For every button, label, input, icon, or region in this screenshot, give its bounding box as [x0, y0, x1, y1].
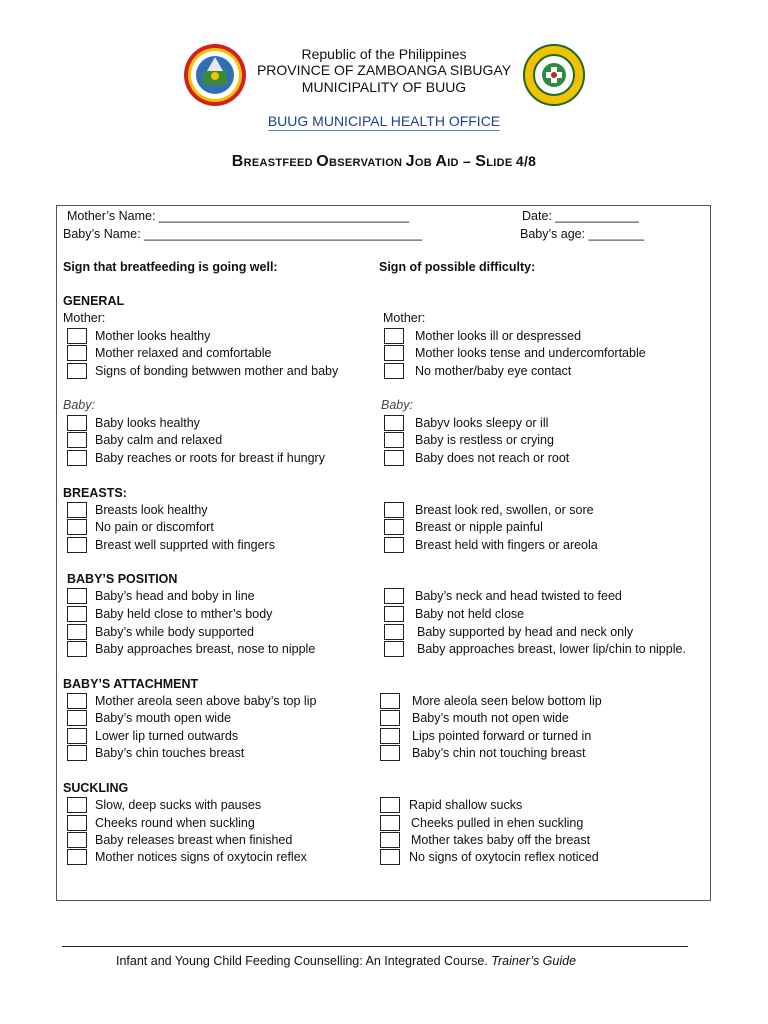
left-item-label: Baby reaches or roots for breast if hungry [95, 451, 325, 465]
left-item-label: Baby looks healthy [95, 416, 200, 430]
left-checkbox[interactable] [67, 815, 87, 831]
left-checkbox[interactable] [67, 328, 87, 344]
left-checkbox[interactable] [67, 728, 87, 744]
difficulty-heading: Sign of possible difficulty: [379, 260, 536, 274]
right-item-label: Breast look red, swollen, or sore [415, 503, 594, 517]
section-position: BABY’S POSITION [67, 572, 178, 586]
right-item-label: No signs of oxytocin reflex noticed [409, 850, 599, 864]
right-item-label: Baby supported by head and neck only [417, 625, 634, 639]
left-item-label: Mother relaxed and comfortable [95, 346, 272, 360]
left-checkbox[interactable] [67, 519, 87, 535]
date-field[interactable]: Date: ____________ [522, 209, 639, 223]
page-title: BREASTFEED OBSERVATION JOB AID – SLIDE 4/8 [231, 153, 537, 170]
right-item-label: Baby not held close [415, 607, 525, 621]
right-checkbox[interactable] [384, 450, 404, 466]
left-checkbox[interactable] [67, 606, 87, 622]
right-checkbox[interactable] [380, 832, 400, 848]
left-checkbox[interactable] [67, 710, 87, 726]
left-item-label: Baby held close to mther’s body [95, 607, 273, 621]
left-item-label: Breasts look healthy [95, 503, 208, 517]
left-checkbox[interactable] [67, 588, 87, 604]
left-checkbox[interactable] [67, 849, 87, 865]
right-item-label: Baby is restless or crying [415, 433, 554, 447]
right-checkbox[interactable] [384, 624, 404, 640]
left-item-label: Baby approaches breast, nose to nipple [95, 642, 316, 656]
right-item-label: Baby does not reach or root [415, 451, 570, 465]
right-checkbox[interactable] [384, 606, 404, 622]
right-checkbox[interactable] [384, 328, 404, 344]
header-municipality: MUNICIPALITY OF BUUG [301, 79, 467, 95]
right-item-label: Baby’s neck and head twisted to feed [415, 589, 622, 603]
right-checkbox[interactable] [384, 363, 404, 379]
right-checkbox[interactable] [384, 345, 404, 361]
right-item-label: Mother looks ill or despressed [415, 329, 582, 343]
right-item-label: Lips pointed forward or turned in [412, 729, 592, 743]
header-country: Republic of the Philippines [301, 46, 467, 62]
right-checkbox[interactable] [380, 849, 400, 865]
left-checkbox[interactable] [67, 363, 87, 379]
right-item-label: Babyv looks sleepy or ill [415, 416, 549, 430]
section-attachment: BABY’S ATTACHMENT [63, 677, 199, 691]
left-checkbox[interactable] [67, 345, 87, 361]
left-item-label: Baby’s while body supported [95, 625, 254, 639]
footer-rule [62, 946, 688, 947]
right-checkbox[interactable] [384, 519, 404, 535]
left-item-label: Mother looks healthy [95, 329, 211, 343]
left-item-label: Baby calm and relaxed [95, 433, 223, 447]
left-checkbox[interactable] [67, 641, 87, 657]
mothers-name-field[interactable]: Mother’s Name: ____________________________________ [67, 209, 410, 223]
left-item-label: Signs of bonding betwwen mother and baby [95, 364, 339, 378]
right-checkbox[interactable] [384, 588, 404, 604]
right-item-label: Mother looks tense and undercomfortable [415, 346, 646, 360]
right-item-label: Cheeks pulled in ehen suckling [411, 816, 584, 830]
section-suckling: SUCKLING [63, 781, 129, 795]
header-province: PROVINCE OF ZAMBOANGA SIBUGAY [256, 62, 512, 78]
going-well-heading: Sign that breatfeeding is going well: [63, 260, 278, 274]
right-checkbox[interactable] [380, 693, 400, 709]
right-item-label: Baby’s chin not touching breast [412, 746, 586, 760]
left-item-label: Mother notices signs of oxytocin reflex [95, 850, 307, 864]
right-checkbox[interactable] [384, 502, 404, 518]
right-checkbox[interactable] [380, 745, 400, 761]
mother-label-right: Mother: [383, 311, 426, 325]
left-checkbox[interactable] [67, 432, 87, 448]
right-item-label: Breast held with fingers or areola [415, 538, 598, 552]
right-checkbox[interactable] [380, 797, 400, 813]
left-checkbox[interactable] [67, 693, 87, 709]
section-breasts: BREASTS: [63, 486, 127, 500]
mother-label-left: Mother: [63, 311, 106, 325]
left-checkbox[interactable] [67, 415, 87, 431]
left-checkbox[interactable] [67, 537, 87, 553]
left-item-label: Baby’s head and boby in line [95, 589, 255, 603]
right-item-label: Rapid shallow sucks [409, 798, 523, 812]
footer-citation: Infant and Young Child Feeding Counselling: An Integrated Course. Trainer’s Guide [116, 954, 577, 968]
section-general: GENERAL [63, 294, 125, 308]
right-checkbox[interactable] [384, 537, 404, 553]
babys-name-field[interactable]: Baby’s Name: ________________________________________ [63, 227, 423, 241]
right-item-label: Baby’s mouth not open wide [412, 711, 569, 725]
left-checkbox[interactable] [67, 624, 87, 640]
left-checkbox[interactable] [67, 450, 87, 466]
right-checkbox[interactable] [380, 710, 400, 726]
observation-form [56, 205, 711, 901]
right-checkbox[interactable] [380, 728, 400, 744]
left-item-label: Baby’s chin touches breast [95, 746, 245, 760]
right-checkbox[interactable] [380, 815, 400, 831]
left-item-label: No pain or discomfort [95, 520, 214, 534]
left-checkbox[interactable] [67, 502, 87, 518]
right-item-label: No mother/baby eye contact [415, 364, 572, 378]
right-item-label: Mother takes baby off the breast [411, 833, 591, 847]
left-item-label: Baby’s mouth open wide [95, 711, 231, 725]
baby-label-right: Baby: [381, 398, 413, 412]
right-item-label: Breast or nipple painful [415, 520, 543, 534]
left-item-label: Mother areola seen above baby’s top lip [95, 694, 317, 708]
left-item-label: Baby releases breast when finished [95, 833, 293, 847]
left-item-label: Slow, deep sucks with pauses [95, 798, 262, 812]
left-checkbox[interactable] [67, 797, 87, 813]
right-checkbox[interactable] [384, 415, 404, 431]
header-office-link[interactable]: BUUG MUNICIPAL HEALTH OFFICE [267, 113, 501, 129]
right-item-label: More aleola seen below bottom lip [412, 694, 602, 708]
left-item-label: Lower lip turned outwards [95, 729, 239, 743]
right-item-label: Baby approaches breast, lower lip/chin to nipple. [417, 642, 686, 656]
left-checkbox[interactable] [67, 745, 87, 761]
left-item-label: Breast well supprted with fingers [95, 538, 275, 552]
right-checkbox[interactable] [384, 432, 404, 448]
left-checkbox[interactable] [67, 832, 87, 848]
baby-label-left: Baby: [63, 398, 95, 412]
left-item-label: Cheeks round when suckling [95, 816, 255, 830]
babys-age-field[interactable]: Baby’s age: ________ [520, 227, 645, 241]
right-checkbox[interactable] [384, 641, 404, 657]
